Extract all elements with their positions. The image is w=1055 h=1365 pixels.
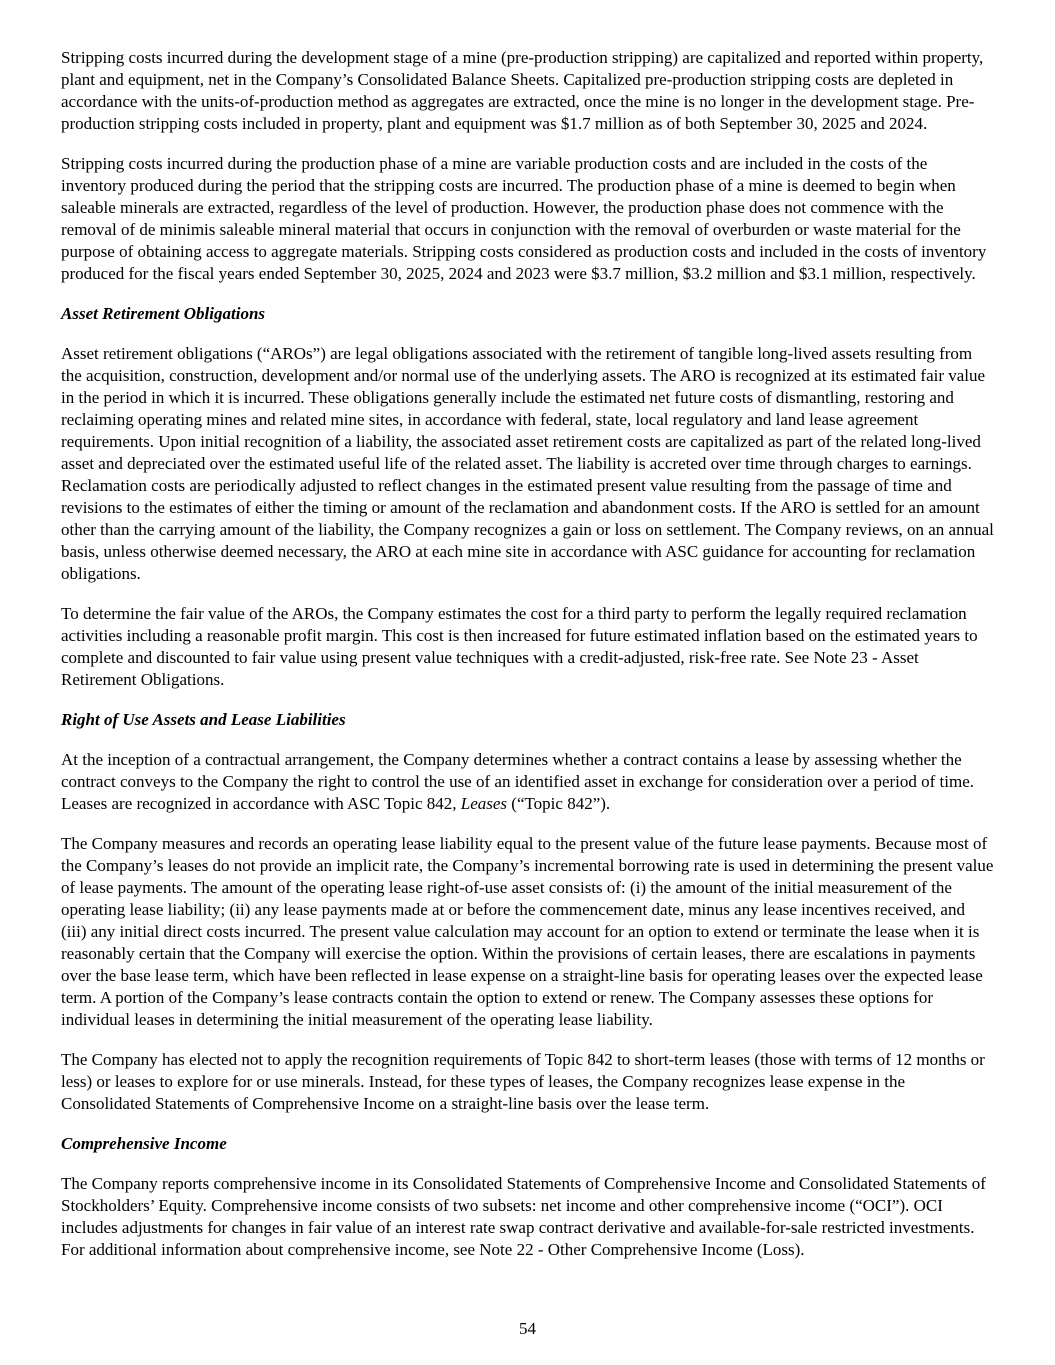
heading-comprehensive-income: Comprehensive Income [61,1134,227,1153]
paragraph-text-segment: At the inception of a contractual arrangement, the Company determines whether a contract contains a lease by assessing whether the contract conveys to the Company the right to control the use of an identified asset in exchange for consideration over a period of time. Leases are recognized in accordance with ASC Topic 842, [61,750,974,813]
paragraph-operating-lease-measurement: The Company measures and records an operating lease liability equal to the present value of the future lease payments. Because most of the Company’s leases do not provide an implicit rate, the Company’s incremental borrowing rate is used in determining the present value of lease payments. The amount of the operating lease right-of-use asset consists of: (i) the amount of the initial measurement of the operating lease liability; (ii) any lease payments made at or before the commencement date, minus any lease incentives received, and (iii) any initial direct costs incurred. The present value calculation may account for an option to extend or terminate the lease when it is reasonably certain that the Company will exercise the option. Within the provisions of certain leases, there are escalations in payments over the base lease term, which have been reflected in lease expense on a straight-line basis for operating leases over the expected lease term. A portion of the Company’s lease contracts contain the option to extend or renew. The Company assesses these options for individual leases in determining the initial measurement of the operating lease liability. [61,834,994,1029]
paragraph-aro-fair-value: To determine the fair value of the AROs, the Company estimates the cost for a third party to perform the legally required reclamation activities including a reasonable profit margin. This cost is then increased for future estimated inflation based on the estimated years to complete and discounted to fair value using present value techniques with a credit-adjusted, risk-free rate. See Note 23 - Asset Retirement Obligations. [61,604,978,689]
document-body [61,47,994,1279]
paragraph-stripping-development-stage: Stripping costs incurred during the development stage of a mine (pre-production stripping) are capitalized and reported within property, plant and equipment, net in the Company’s Consolidated Balance Sheets. Capitalized pre-production stripping costs are depleted in accordance with the units-of-production method as aggregates are extracted, once the mine is no longer in the development stage. Pre-production stripping costs included in property, plant and equipment was $1.7 million as of both September 30, 2025 and 2024. [61,48,984,133]
italic-term-leases: Leases [460,794,508,813]
paragraph-short-term-lease-election: The Company has elected not to apply the recognition requirements of Topic 842 to short-term leases (those with terms of 12 months or less) or leases to explore for or use minerals. Instead, for these types of leases, the Company recognizes lease expense in the Consolidated Statements of Comprehensive Income on a straight-line basis over the lease term. [61,1050,985,1113]
heading-asset-retirement-obligations: Asset Retirement Obligations [61,304,266,323]
paragraph-comprehensive-income: The Company reports comprehensive income in its Consolidated Statements of Comprehensive Income and Consolidated Statements of Stockholders’ Equity. Comprehensive income consists of two subsets: net income and other comprehensive income (“OCI”). OCI includes adjustments for changes in fair value of an interest rate swap contract derivative and available-for-sale restricted investments. For additional information about comprehensive income, see Note 22 - Other Comprehensive Income (Loss). [61,1174,986,1259]
page-number: 54 [519,1319,536,1338]
heading-right-of-use-assets-and-lease-liabilities: Right of Use Assets and Lease Liabilities [61,710,346,729]
paragraph-text-segment: (“Topic 842”). [507,794,611,813]
paragraph-aro-definition: Asset retirement obligations (“AROs”) are legal obligations associated with the retirement of tangible long-lived assets resulting from the acquisition, construction, development and/or normal use of the underlying assets. The ARO is recognized at its estimated fair value in the period in which it is incurred. These obligations generally include the estimated net future costs of dismantling, restoring and reclaiming operating mines and related mine sites, in accordance with federal, state, local regulatory and land lease agreement requirements. Upon initial recognition of a liability, the associated asset retirement costs are capitalized as part of the related long-lived asset and depreciated over the estimated useful life of the related asset. The liability is accreted over time through charges to earnings. Reclamation costs are periodically adjusted to reflect changes in the estimated present value resulting from the passage of time and revisions to the estimates of either the timing or amount of the reclamation and abandonment costs. If the ARO is settled for an amount other than the carrying amount of the liability, the Company recognizes a gain or loss on settlement. The Company reviews, on an annual basis, unless otherwise deemed necessary, the ARO at each mine site in accordance with ASC guidance for accounting for reclamation obligations. [61,344,994,583]
paragraph-stripping-production-phase: Stripping costs incurred during the production phase of a mine are variable production costs and are included in the costs of the inventory produced during the period that the stripping costs are incurred. The production phase of a mine is deemed to begin when saleable minerals are extracted, regardless of the level of production. However, the production phase does not commence with the removal of de minimis saleable mineral material that occurs in conjunction with the removal of overburden or waste material for the purpose of obtaining access to aggregate materials. Stripping costs considered as production costs and included in the costs of inventory produced for the fiscal years ended September 30, 2025, 2024 and 2023 were $3.7 million, $3.2 million and $3.1 million, respectively. [61,154,987,283]
paragraph-lease-inception [61,749,994,815]
